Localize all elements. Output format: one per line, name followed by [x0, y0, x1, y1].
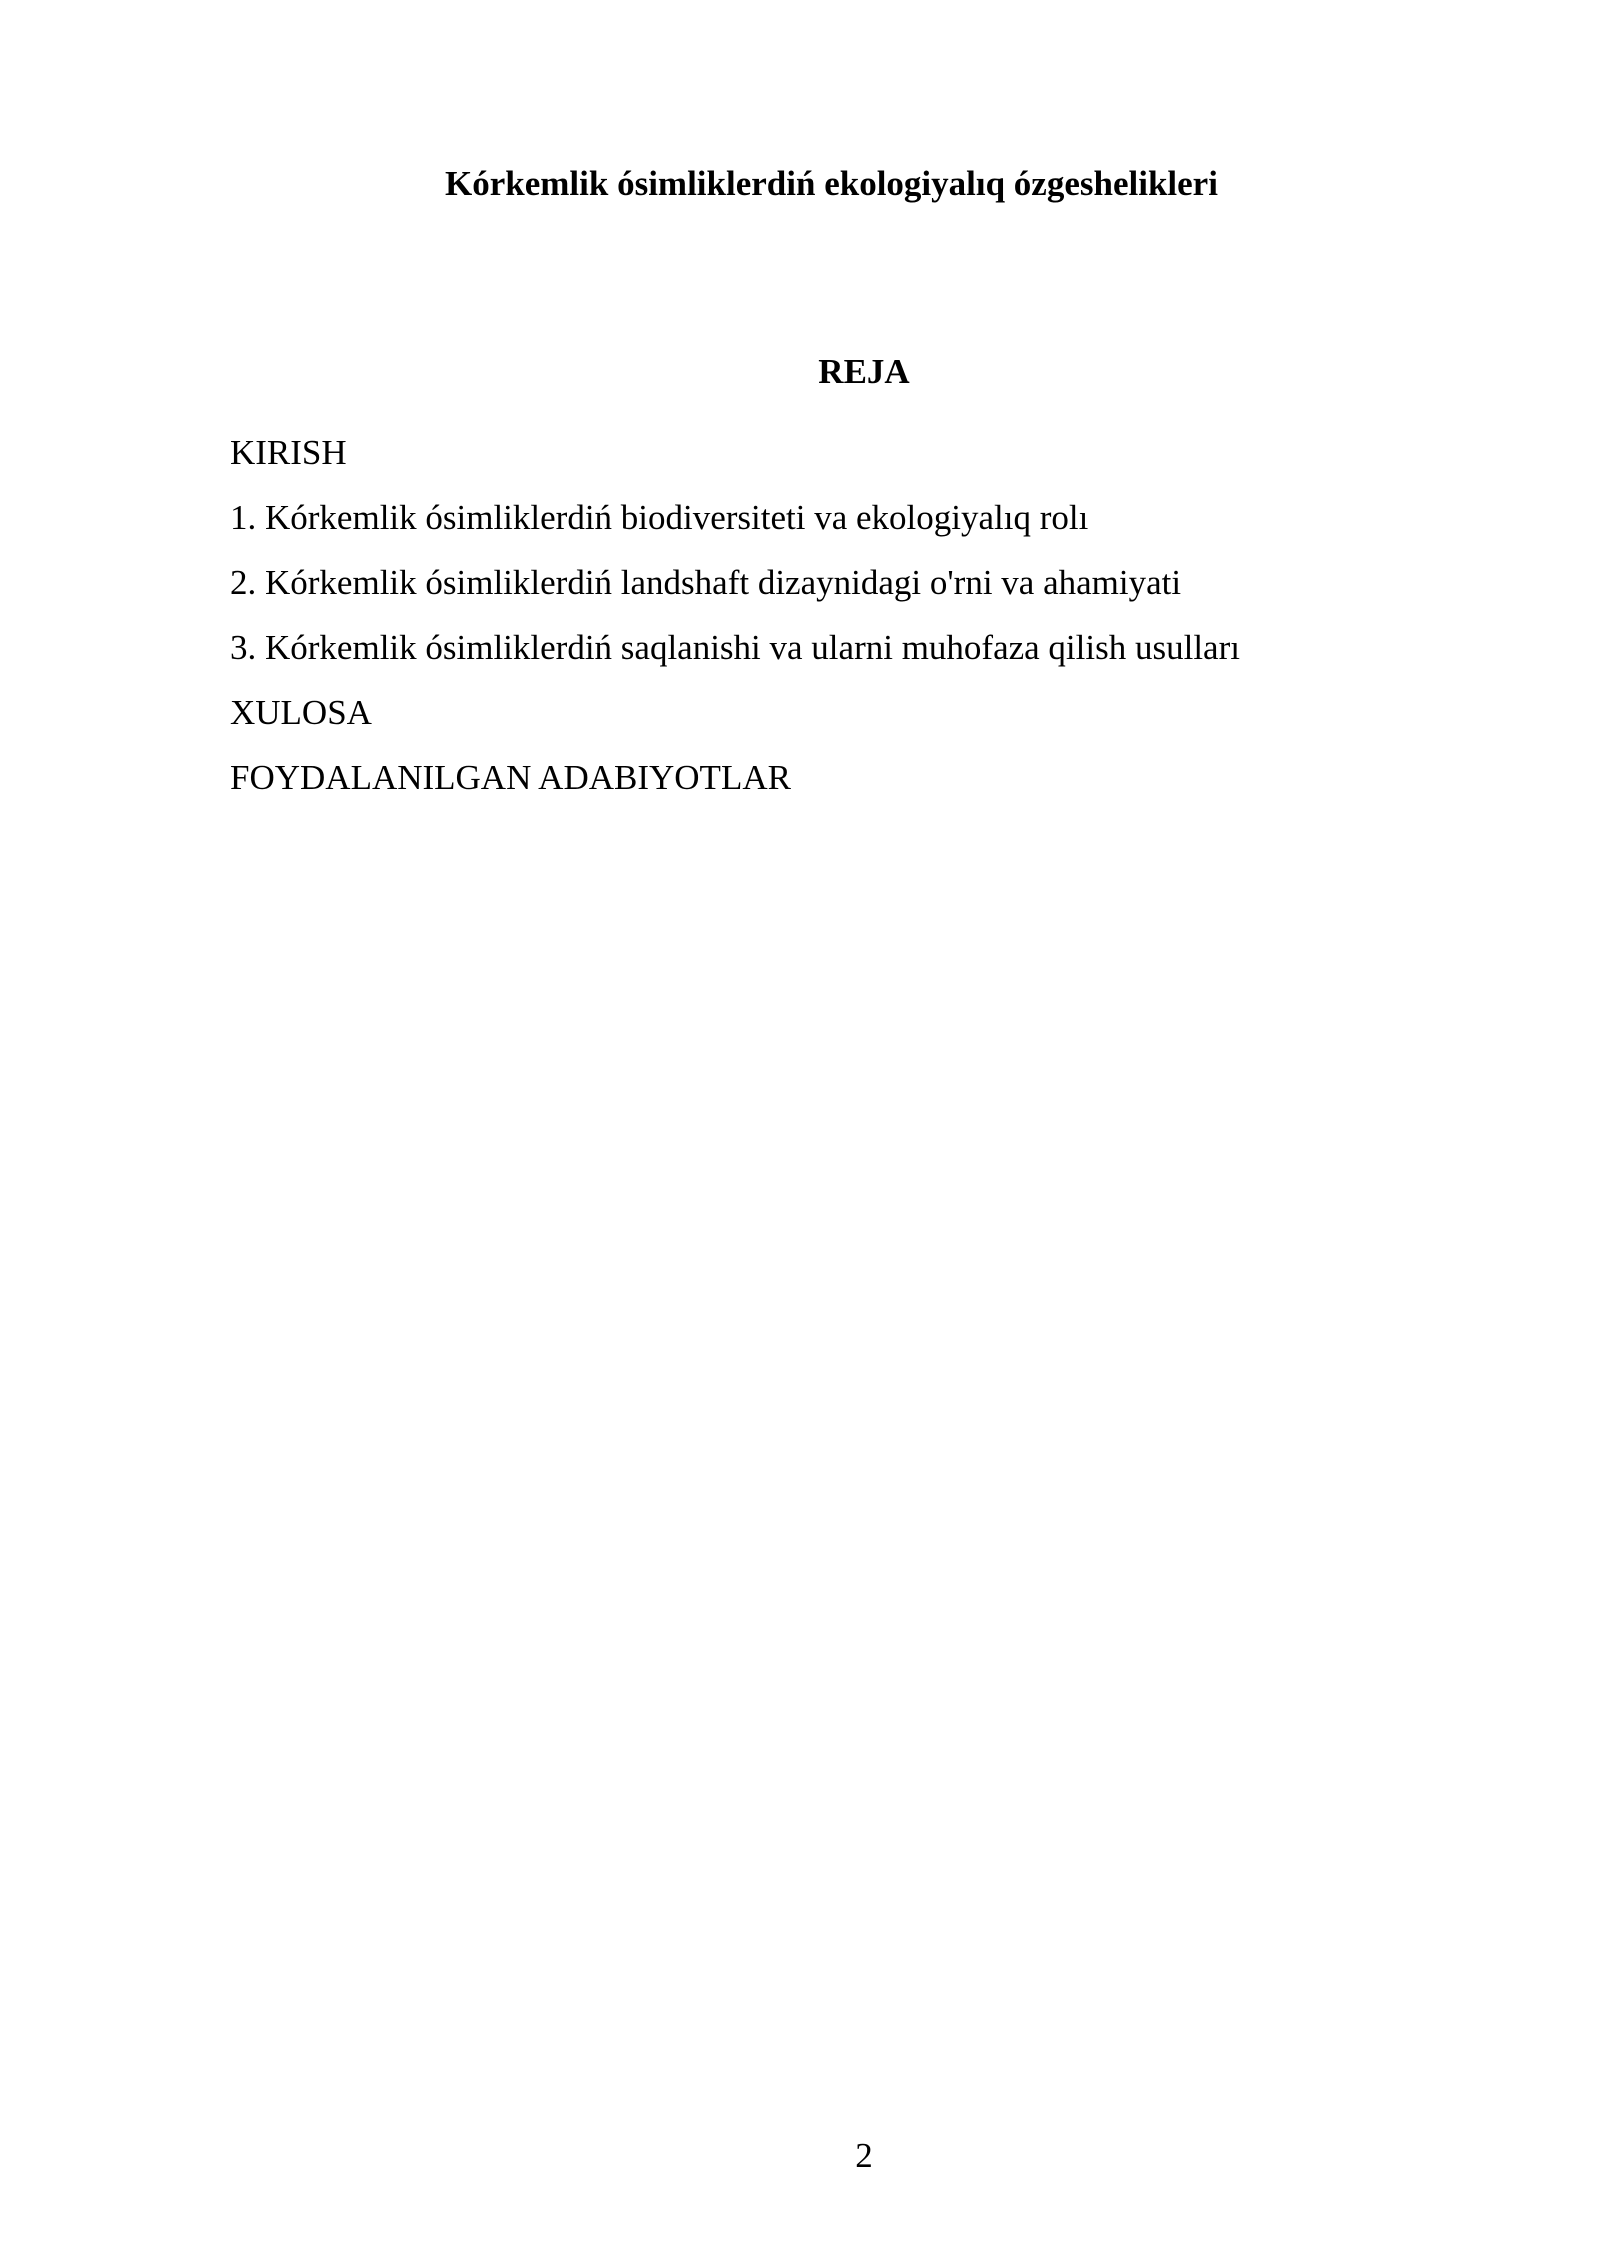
toc-item-1: 1. Kórkemlik ósimliklerdiń biodiversiteti va ekologiyalıq rolı [230, 498, 1089, 537]
page-number-row [0, 2132, 1600, 2180]
toc-item-2: 2. Kórkemlik ósimliklerdiń landshaft dizaynidagi o'rni va ahamiyati [230, 563, 1182, 602]
toc-item-references: FOYDALANILGAN ADABIYOTLAR [230, 758, 791, 797]
plan-heading: REJA [818, 352, 910, 391]
page-number: 2 [855, 2136, 873, 2175]
toc-item-introduction: KIRISH [230, 433, 347, 472]
toc-item-conclusion: XULOSA [230, 693, 372, 732]
table-of-contents [230, 420, 1430, 810]
document-title: Kórkemlik ósimliklerdiń ekologiyalıq ózgeshelikleri [445, 164, 1218, 203]
toc-item-3: 3. Kórkemlik ósimliklerdiń saqlanishi va ularni muhofaza qilish usulları [230, 628, 1240, 667]
plan-heading-row [0, 348, 1600, 396]
